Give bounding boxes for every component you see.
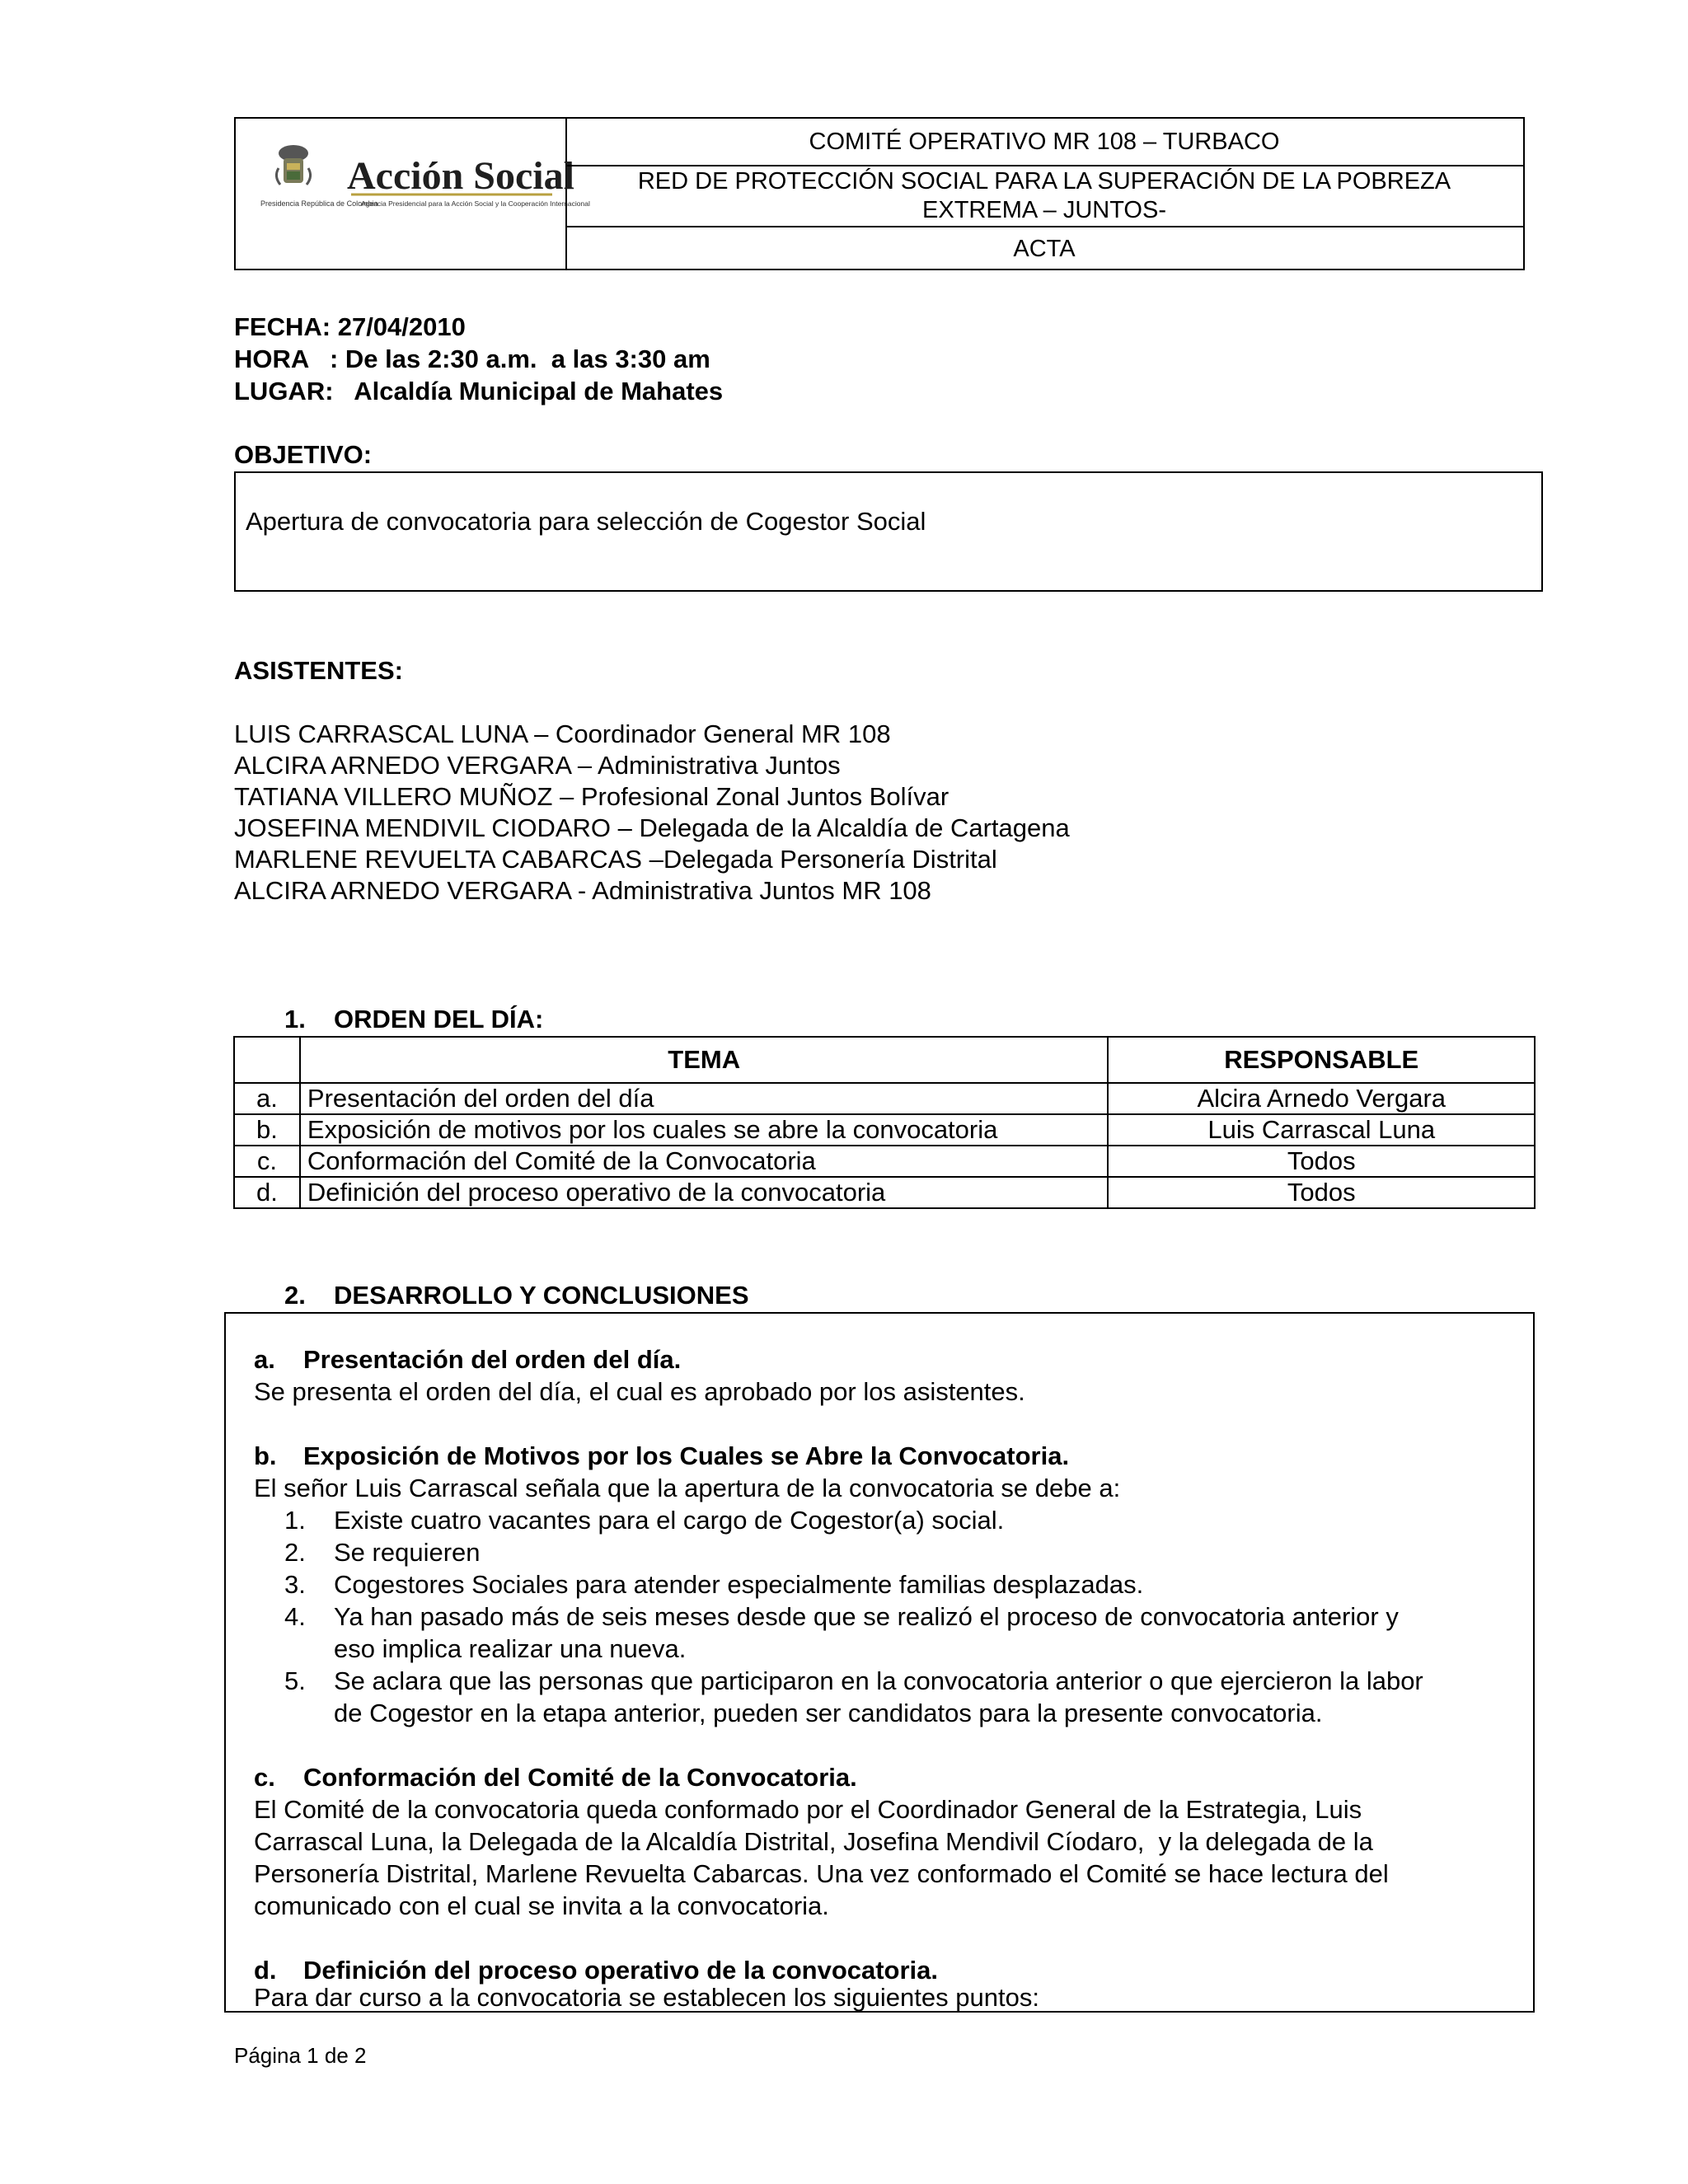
list-item-continuation: de Cogestor en la etapa anterior, pueden ser candidatos para la presente convocatoria. bbox=[334, 1699, 1323, 1727]
asistente-item: LUIS CARRASCAL LUNA – Coordinador General MR 108 bbox=[234, 719, 891, 748]
section-c-line: El Comité de la convocatoria queda conformado por el Coordinador General de la Estrategia, Luis bbox=[254, 1795, 1362, 1824]
row-tema: Exposición de motivos por los cuales se abre la convocatoria bbox=[300, 1114, 1109, 1146]
section-d-body: Para dar curso a la convocatoria se establecen los siguientes puntos: bbox=[254, 1983, 1039, 2012]
asistentes-heading: ASISTENTES: bbox=[234, 656, 403, 685]
list-item: Se requieren bbox=[334, 1538, 481, 1567]
accion-social-logo bbox=[236, 119, 590, 267]
row-letter: d. bbox=[234, 1177, 300, 1208]
section-b-letter: b. bbox=[254, 1441, 277, 1470]
desarrollo-number: 2. bbox=[284, 1281, 306, 1310]
section-c-line: Carrascal Luna, la Delegada de la Alcaldía Distrital, Josefina Mendivil Cíodaro, y la delegada de la bbox=[254, 1827, 1373, 1856]
asistente-item: TATIANA VILLERO MUÑOZ – Profesional Zonal Juntos Bolívar bbox=[234, 782, 950, 811]
row-letter: a. bbox=[234, 1083, 300, 1114]
list-number: 3. bbox=[284, 1570, 306, 1599]
row-responsable: Luis Carrascal Luna bbox=[1108, 1114, 1535, 1146]
table-row bbox=[234, 1177, 1535, 1208]
agenda-header-row bbox=[234, 1037, 1535, 1083]
objetivo-text: Apertura de convocatoria para selección de Cogestor Social bbox=[246, 507, 926, 536]
logo-right-caption: Agencia Presidencial para la Acción Social y la Cooperación Internacional bbox=[361, 199, 590, 208]
asistente-item: JOSEFINA MENDIVIL CIODARO – Delegada de la Alcaldía de Cartagena bbox=[234, 813, 1070, 842]
meta-fecha: FECHA: 27/04/2010 bbox=[234, 312, 466, 341]
row-letter: b. bbox=[234, 1114, 300, 1146]
orden-heading: ORDEN DEL DÍA: bbox=[334, 1005, 544, 1033]
meta-lugar: LUGAR: Alcaldía Municipal de Mahates bbox=[234, 377, 724, 405]
section-c-line: Personería Distrital, Marlene Revuelta Cabarcas. Una vez conformado el Comité se hace lectura del bbox=[254, 1859, 1389, 1888]
section-c-letter: c. bbox=[254, 1763, 275, 1792]
section-c-line: comunicado con el cual se invita a la convocatoria. bbox=[254, 1891, 829, 1920]
orden-number: 1. bbox=[284, 1005, 306, 1033]
doc-type: ACTA bbox=[1013, 236, 1076, 262]
list-item: Cogestores Sociales para atender especialmente familias desplazadas. bbox=[334, 1570, 1144, 1599]
section-c-title: Conformación del Comité de la Convocatoria. bbox=[303, 1763, 857, 1792]
network-title-cell bbox=[565, 166, 1523, 227]
row-tema: Conformación del Comité de la Convocatoria bbox=[300, 1146, 1109, 1177]
list-item: Se aclara que las personas que participaron en la convocatoria anterior o que ejercieron la labor bbox=[334, 1666, 1423, 1695]
desarrollo-heading: DESARROLLO Y CONCLUSIONES bbox=[334, 1281, 749, 1310]
section-a-letter: a. bbox=[254, 1345, 275, 1374]
objetivo-heading: OBJETIVO: bbox=[234, 440, 373, 469]
logo-cell bbox=[236, 119, 590, 269]
table-row bbox=[234, 1083, 1535, 1114]
list-item-continuation: eso implica realizar una nueva. bbox=[334, 1634, 687, 1663]
row-responsable: Alcira Arnedo Vergara bbox=[1108, 1083, 1535, 1114]
asistente-item: MARLENE REVUELTA CABARCAS –Delegada Personería Distrital bbox=[234, 845, 997, 874]
list-number: 5. bbox=[284, 1666, 306, 1695]
table-row bbox=[234, 1114, 1535, 1146]
section-b-intro: El señor Luis Carrascal señala que la apertura de la convocatoria se debe a: bbox=[254, 1474, 1121, 1502]
row-letter: c. bbox=[234, 1146, 300, 1177]
list-item: Ya han pasado más de seis meses desde que se realizó el proceso de convocatoria anterior y bbox=[334, 1602, 1399, 1631]
section-b-title: Exposición de Motivos por los Cuales se Abre la Convocatoria. bbox=[303, 1441, 1070, 1470]
table-row bbox=[234, 1146, 1535, 1177]
network-title: RED DE PROTECCIÓN SOCIAL PARA LA SUPERACIÓN DE LA POBREZA EXTREMA – JUNTOS- bbox=[637, 168, 1451, 223]
col-tema: TEMA bbox=[300, 1037, 1109, 1083]
row-responsable: Todos bbox=[1108, 1177, 1535, 1208]
logo-left-caption: Presidencia República de Colombia bbox=[260, 199, 378, 208]
asistente-item: ALCIRA ARNEDO VERGARA - Administrativa Juntos MR 108 bbox=[234, 876, 931, 905]
section-a-body: Se presenta el orden del día, el cual es aprobado por los asistentes. bbox=[254, 1377, 1025, 1406]
list-number: 2. bbox=[284, 1538, 306, 1567]
section-d-title: Definición del proceso operativo de la convocatoria. bbox=[303, 1956, 939, 1985]
section-a-title: Presentación del orden del día. bbox=[303, 1345, 682, 1374]
list-number: 4. bbox=[284, 1602, 306, 1631]
list-item: Existe cuatro vacantes para el cargo de Cogestor(a) social. bbox=[334, 1506, 1005, 1535]
committee-title: COMITÉ OPERATIVO MR 108 – TURBACO bbox=[565, 119, 1523, 166]
row-responsable: Todos bbox=[1108, 1146, 1535, 1177]
coat-of-arms-icon bbox=[276, 145, 310, 185]
agenda-table bbox=[233, 1036, 1536, 1209]
row-tema: Presentación del orden del día bbox=[300, 1083, 1109, 1114]
section-d-letter: d. bbox=[254, 1956, 277, 1985]
asistente-item: ALCIRA ARNEDO VERGARA – Administrativa Juntos bbox=[234, 751, 841, 780]
logo-brand-text: Acción Social bbox=[347, 154, 574, 198]
page-number: Página 1 de 2 bbox=[234, 2043, 367, 2068]
row-tema: Definición del proceso operativo de la convocatoria bbox=[300, 1177, 1109, 1208]
meta-hora: HORA : De las 2:30 a.m. a las 3:30 am bbox=[234, 344, 710, 373]
asistentes-list bbox=[234, 719, 1070, 907]
objetivo-box bbox=[234, 471, 1543, 592]
list-number: 1. bbox=[284, 1506, 306, 1535]
col-responsable: RESPONSABLE bbox=[1108, 1037, 1535, 1083]
header-table bbox=[234, 117, 1525, 270]
